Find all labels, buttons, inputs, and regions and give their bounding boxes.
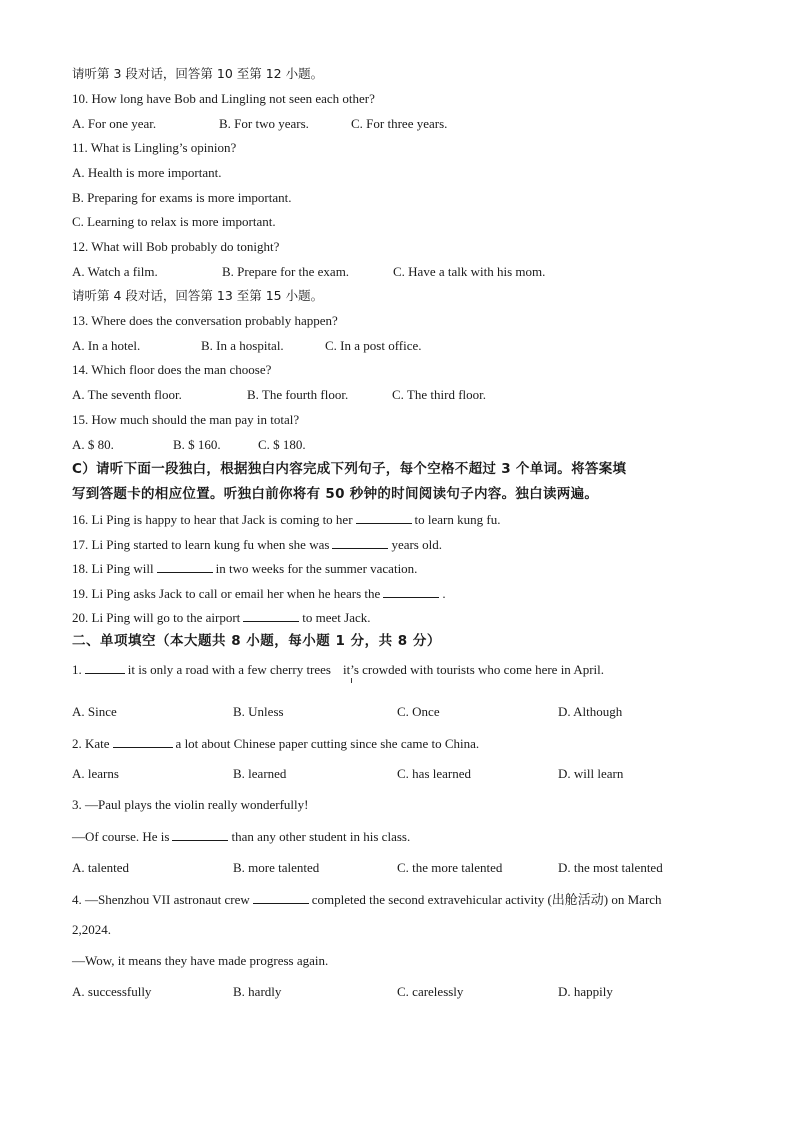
q16-text-after: to learn kung fu. — [414, 512, 501, 527]
s4-text-before: 4. —Shenzhou VII astronaut crew — [72, 892, 250, 907]
single-choice-1 — [72, 661, 604, 678]
q17-text-after: years old. — [391, 537, 442, 552]
s3-option-d: D. the most talented — [558, 860, 663, 875]
s3-option-a: A. talented — [72, 860, 130, 875]
s4-option-c: C. carelessly — [397, 984, 464, 999]
question-11-stem: 11. What is Lingling’s opinion? — [72, 140, 237, 155]
question-19 — [72, 585, 446, 602]
q14-option-b: B. The fourth floor. — [247, 387, 349, 402]
single-choice-2 — [72, 735, 479, 752]
question-15-stem: 15. How much should the man pay in total? — [72, 412, 300, 427]
s3-text-before: —Of course. He is — [72, 829, 170, 844]
q16-answer-blank[interactable] — [356, 511, 412, 524]
s4-option-b: B. hardly — [233, 984, 282, 999]
q11-option-a: A. Health is more important. — [72, 165, 222, 180]
question-18 — [72, 560, 417, 577]
single-choice-4-line2: 2,2024. — [72, 922, 111, 937]
s1-text-after: it is only a road with a few cherry trees — [127, 662, 331, 677]
single-choice-3-line2 — [72, 828, 410, 845]
s1-option-a: A. Since — [72, 704, 117, 719]
q15-option-c: C. $ 180. — [258, 437, 306, 452]
q15-option-b: B. $ 160. — [173, 437, 221, 452]
q20-answer-blank[interactable] — [243, 609, 299, 622]
question-12-stem: 12. What will Bob probably do tonight? — [72, 239, 280, 254]
s2-text-before: 2. Kate — [72, 736, 110, 751]
s1-option-d: D. Although — [558, 704, 623, 719]
s2-answer-blank[interactable] — [113, 735, 173, 748]
q15-option-a: A. $ 80. — [72, 437, 114, 452]
question-16 — [72, 511, 500, 528]
q19-text-after: . — [442, 586, 446, 601]
section3-intro: 请听第 3 段对话，回答第 10 至第 12 小题。 — [72, 66, 324, 81]
section4-intro: 请听第 4 段对话，回答第 13 至第 15 小题。 — [72, 288, 324, 303]
single-choice-4-line3: —Wow, it means they have made progress again. — [72, 953, 329, 968]
q11-option-b: B. Preparing for exams is more important. — [72, 190, 292, 205]
s1-answer-blank[interactable] — [85, 661, 125, 674]
section2-title: 二、单项填空（本大题共 8 小题，每小题 1 分，共 8 分） — [72, 633, 441, 649]
q14-option-a: A. The seventh floor. — [72, 387, 182, 402]
s4-option-a: A. successfully — [72, 984, 152, 999]
q10-option-c: C. For three years. — [351, 116, 448, 131]
q20-text-before: 20. Li Ping will go to the airport — [72, 610, 241, 625]
s3-text-after: than any other student in his class. — [231, 829, 411, 844]
q19-answer-blank[interactable] — [383, 585, 439, 598]
q13-option-a: A. In a hotel. — [72, 338, 141, 353]
s4-text-after: completed the second extravehicular activity (出舱活动) on March — [311, 892, 662, 907]
q18-answer-blank[interactable] — [157, 560, 213, 573]
question-13-stem: 13. Where does the conversation probably happen? — [72, 313, 338, 328]
s4-option-d: D. happily — [558, 984, 613, 999]
s1-option-c: C. Once — [397, 704, 440, 719]
s3-answer-blank[interactable] — [172, 828, 228, 841]
s1-text-after2: it’s crowded with tourists who come here in April. — [342, 662, 605, 677]
q17-text-before: 17. Li Ping started to learn kung fu when she was — [72, 537, 330, 552]
s2-option-d: D. will learn — [558, 766, 624, 781]
q18-text-before: 18. Li Ping will — [72, 561, 154, 576]
s2-option-b: B. learned — [233, 766, 287, 781]
q10-option-b: B. For two years. — [219, 116, 309, 131]
s2-option-a: A. learns — [72, 766, 119, 781]
question-14-stem: 14. Which floor does the man choose? — [72, 362, 272, 377]
q17-answer-blank[interactable] — [332, 536, 388, 549]
question-20 — [72, 609, 371, 626]
q12-option-a: A. Watch a film. — [72, 264, 158, 279]
q12-option-b: B. Prepare for the exam. — [222, 264, 350, 279]
part-c-instruction-line1: C）请听下面一段独白，根据独白内容完成下列句子，每个空格不超过 3 个单词。将答案填 — [72, 461, 627, 477]
s2-option-c: C. has learned — [397, 766, 472, 781]
q13-option-b: B. In a hospital. — [201, 338, 284, 353]
q20-text-after: to meet Jack. — [302, 610, 371, 625]
q19-text-before: 19. Li Ping asks Jack to call or email her when he hears the — [72, 586, 381, 601]
part-c-instruction-line2: 写到答题卡的相应位置。听独白前你将有 50 秒钟的时间阅读句子内容。独白读两遍。 — [72, 486, 599, 502]
q11-option-c: C. Learning to relax is more important. — [72, 214, 276, 229]
stray-mark — [351, 678, 352, 683]
q12-option-c: C. Have a talk with his mom. — [393, 264, 546, 279]
q16-text-before: 16. Li Ping is happy to hear that Jack is coming to her — [72, 512, 353, 527]
s2-text-after: a lot about Chinese paper cutting since she came to China. — [175, 736, 480, 751]
s4-answer-blank[interactable] — [253, 891, 309, 904]
single-choice-4-line1 — [72, 891, 662, 908]
q14-option-c: C. The third floor. — [392, 387, 487, 402]
s1-option-b: B. Unless — [233, 704, 284, 719]
s3-option-c: C. the more talented — [397, 860, 503, 875]
single-choice-3-line1: 3. —Paul plays the violin really wonderfully! — [72, 797, 309, 812]
q18-text-after: in two weeks for the summer vacation. — [215, 561, 418, 576]
s1-number: 1. — [72, 662, 82, 677]
question-17 — [72, 536, 442, 553]
s3-option-b: B. more talented — [233, 860, 320, 875]
q10-option-a: A. For one year. — [72, 116, 157, 131]
question-10-stem: 10. How long have Bob and Lingling not seen each other? — [72, 91, 375, 106]
q13-option-c: C. In a post office. — [325, 338, 422, 353]
